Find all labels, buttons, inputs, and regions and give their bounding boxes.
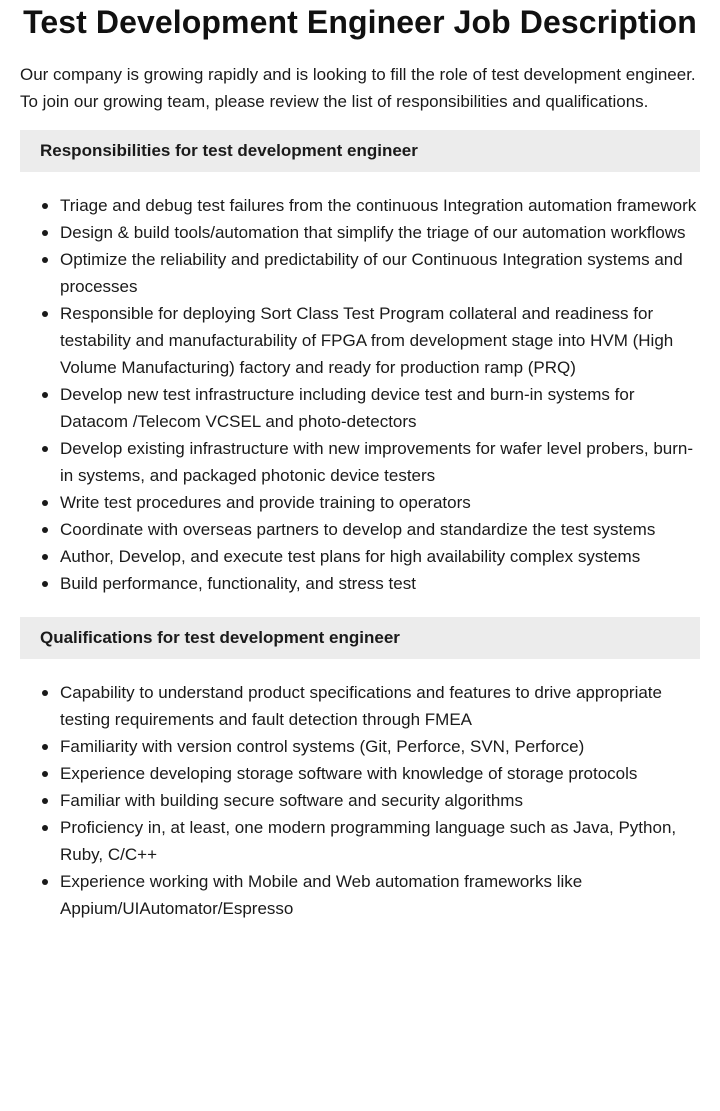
responsibilities-heading: Responsibilities for test development engineer xyxy=(20,130,700,172)
list-item: Experience developing storage software with knowledge of storage protocols xyxy=(60,760,700,787)
list-item: Capability to understand product specifications and features to drive appropriate testing requirements and fault detection through FMEA xyxy=(60,679,700,733)
list-item: Design & build tools/automation that simplify the triage of our automation workflows xyxy=(60,219,700,246)
list-item: Author, Develop, and execute test plans for high availability complex systems xyxy=(60,543,700,570)
list-item: Develop new test infrastructure including device test and burn-in systems for Datacom /Telecom VCSEL and photo-detectors xyxy=(60,381,700,435)
list-item: Write test procedures and provide training to operators xyxy=(60,489,700,516)
list-item: Optimize the reliability and predictability of our Continuous Integration systems and processes xyxy=(60,246,700,300)
qualifications-list xyxy=(20,679,700,922)
responsibilities-list xyxy=(20,192,700,597)
list-item: Responsible for deploying Sort Class Test Program collateral and readiness for testability and manufacturability of FPGA from development stage into HVM (High Volume Manufacturing) factory and ready for production ramp (PRQ) xyxy=(60,300,700,381)
list-item: Build performance, functionality, and stress test xyxy=(60,570,700,597)
intro-paragraph: Our company is growing rapidly and is looking to fill the role of test development engineer. To join our growing team, please review the list of responsibilities and qualifications. xyxy=(20,65,696,111)
list-item: Triage and debug test failures from the continuous Integration automation framework xyxy=(60,192,700,219)
list-item: Experience working with Mobile and Web automation frameworks like Appium/UIAutomator/Espresso xyxy=(60,868,700,922)
list-item: Coordinate with overseas partners to develop and standardize the test systems xyxy=(60,516,700,543)
list-item: Familiar with building secure software and security algorithms xyxy=(60,787,700,814)
list-item: Proficiency in, at least, one modern programming language such as Java, Python, Ruby, C/C++ xyxy=(60,814,700,868)
list-item: Familiarity with version control systems (Git, Perforce, SVN, Perforce) xyxy=(60,733,700,760)
list-item: Develop existing infrastructure with new improvements for wafer level probers, burn-in systems, and packaged photonic device testers xyxy=(60,435,700,489)
page-title: Test Development Engineer Job Description xyxy=(23,4,697,40)
qualifications-heading: Qualifications for test development engineer xyxy=(20,617,700,659)
